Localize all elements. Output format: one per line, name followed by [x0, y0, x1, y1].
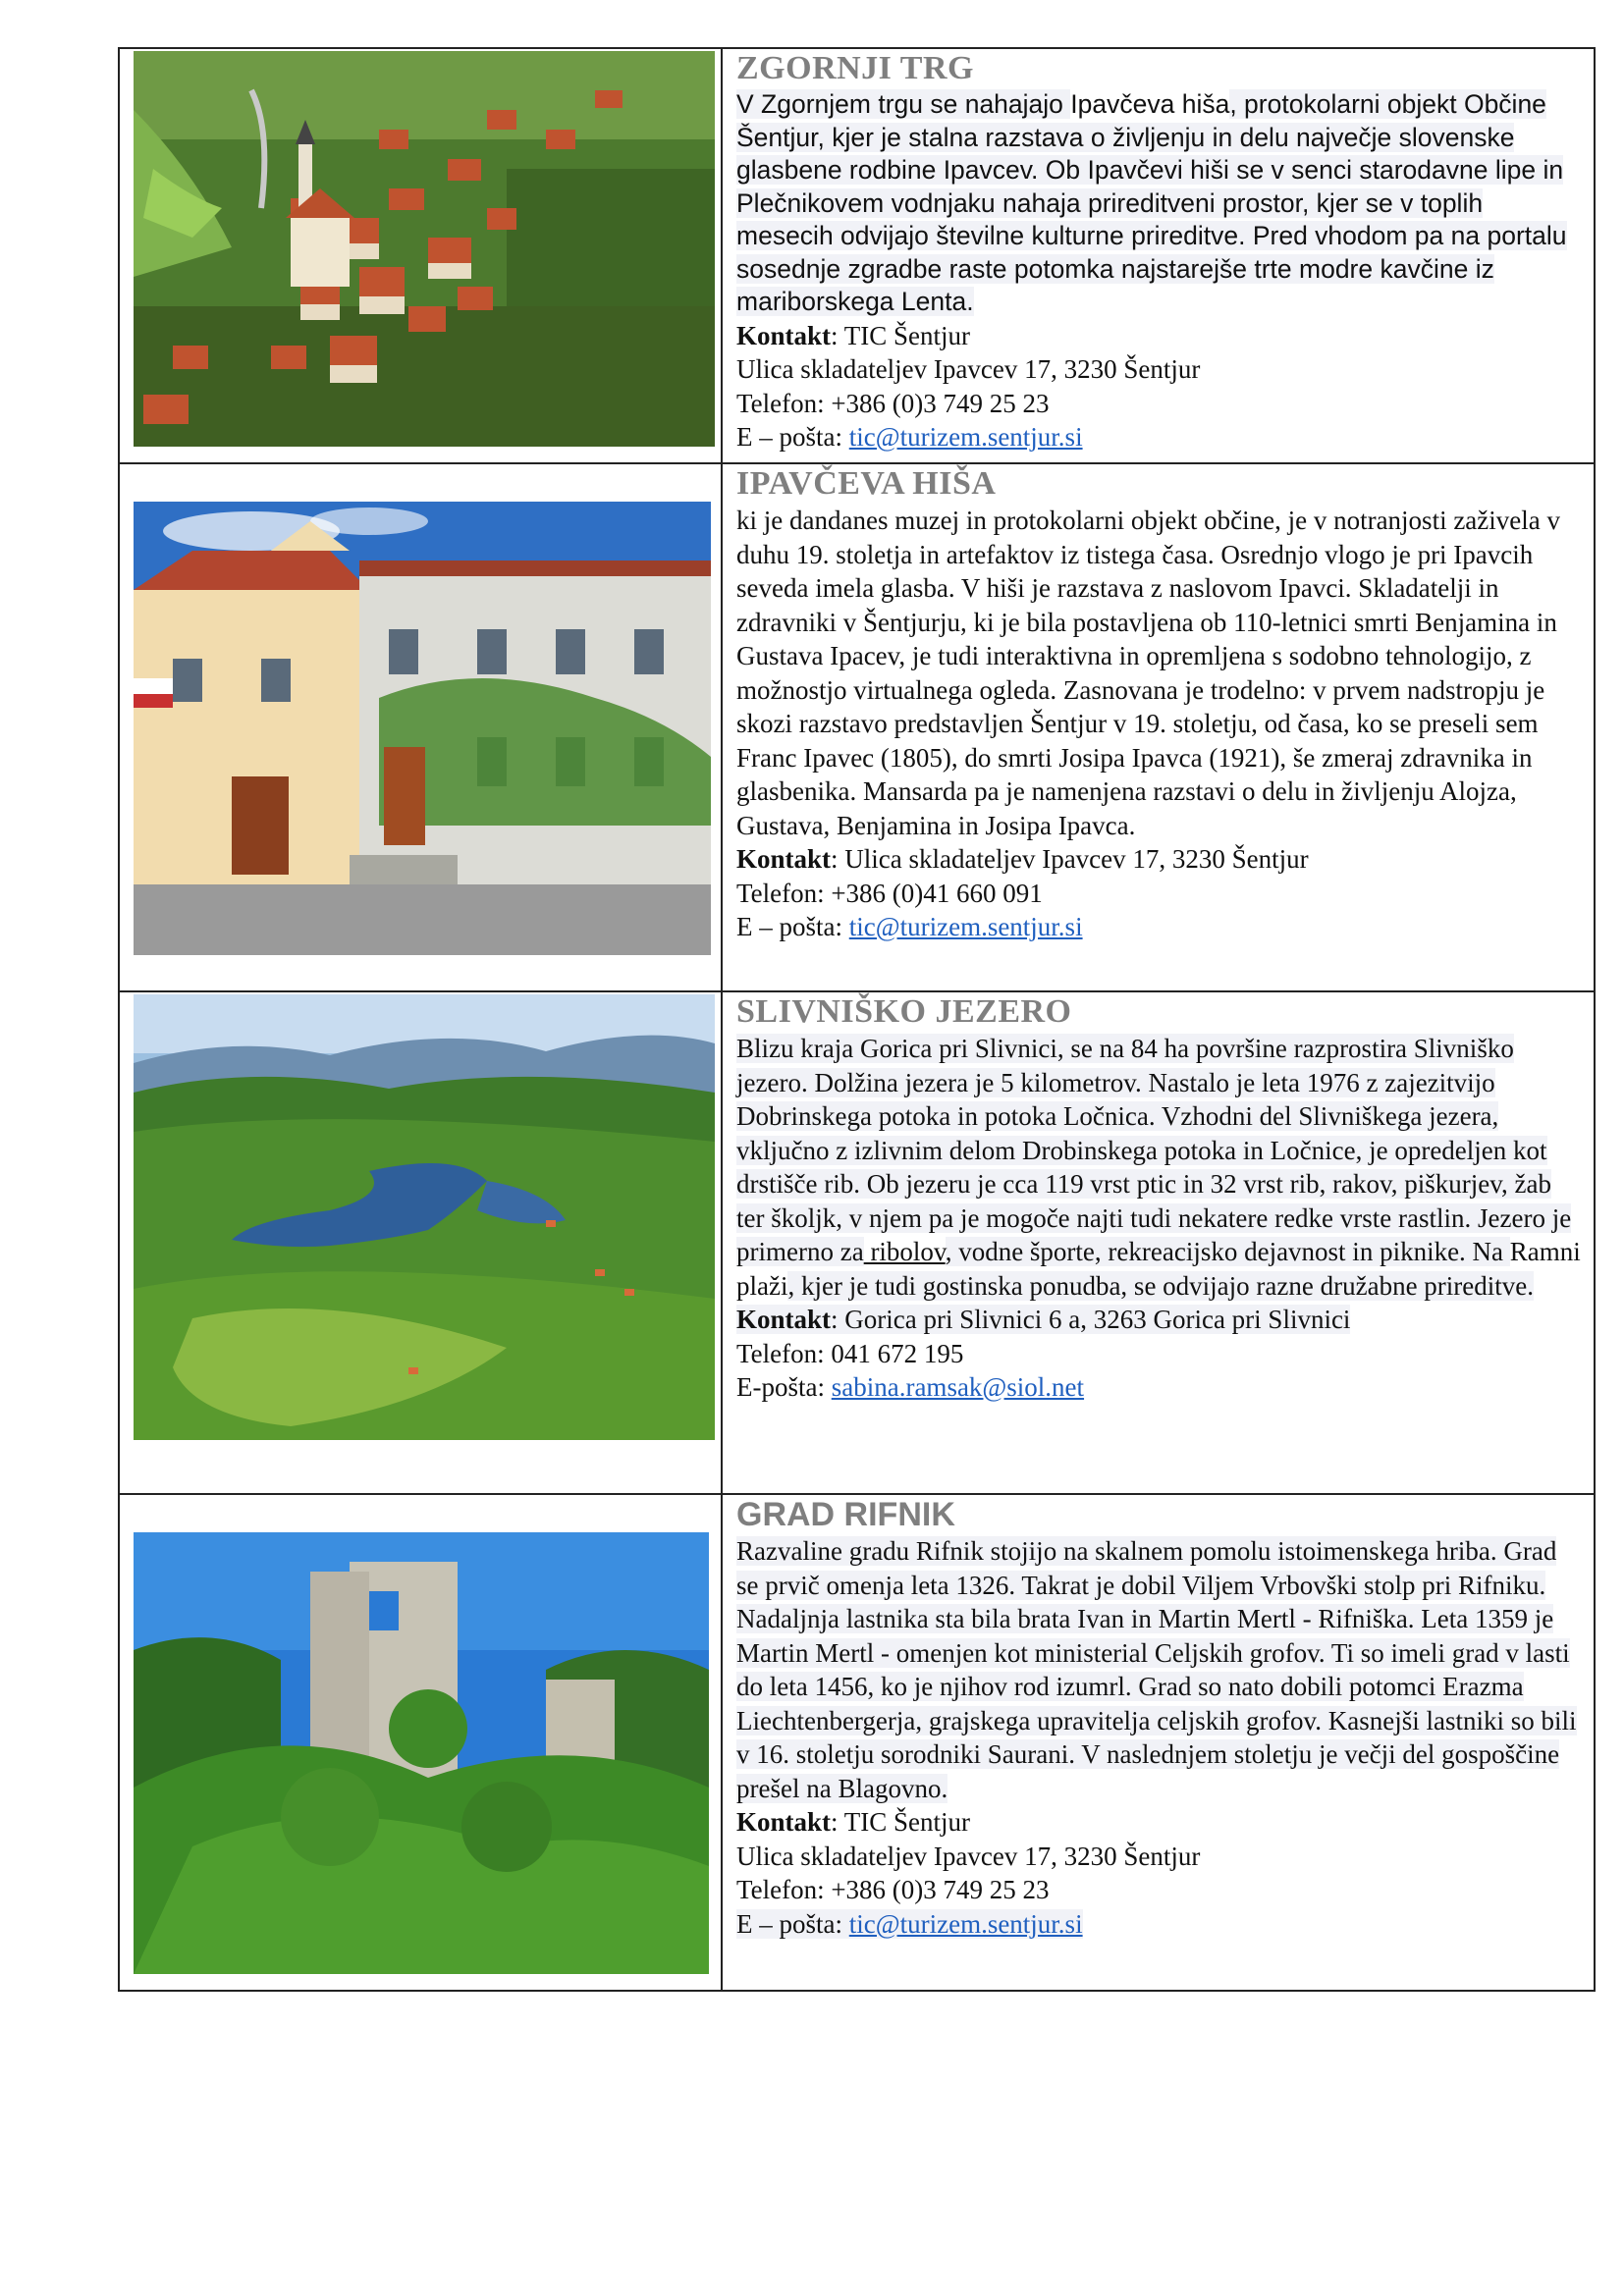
contact-label: Kontakt [736, 320, 832, 350]
table-row [119, 463, 1595, 991]
slivnisko-jezero-photo [134, 994, 715, 1440]
contact-line: Telefon: 041 672 195 [736, 1338, 964, 1368]
body-text: , protokolarni objekt Občine Šentjur, kjer je stalna razstava o življenju in delu največje slovenske glasbene rodbine Ipavcev. Ob Ipavčevi hiši se v senci starodavne lipe in Plečnikovem vodnjaku nahaja prireditveni prostor, kjer se v toplih mesecih odvijajo številne kulturne prireditve. Pred vhodom pa na portalu sosednje zgradbe raste potomka najstarejše trte modre kavčine iz mariborskega Lenta. [736, 89, 1567, 316]
text-cell [722, 991, 1595, 1494]
image-cell [119, 1494, 722, 1991]
ipavceva-hisa-mention: Ipavčeva hiša [1070, 89, 1230, 119]
text-cell [722, 1494, 1595, 1991]
body-text: , vodne športe, rekreacijsko dejavnost in piknike. Na [945, 1237, 1510, 1266]
contact-line: Telefon: +386 (0)3 749 25 23 [736, 388, 1050, 418]
email-prefix: E – pošta: [736, 422, 849, 452]
table-row [119, 48, 1595, 463]
contact-block [736, 842, 1584, 944]
email-link[interactable]: tic@turizem.sentjur.si [848, 422, 1083, 452]
grad-rifnik-photo [134, 1532, 709, 1974]
body-text: V Zgornjem trgu se nahajajo [736, 89, 1071, 119]
contact-line: Ulica skladateljev Ipavcev 17, 3230 Šentjur [736, 354, 1201, 384]
section-body: ki je dandanes muzej in protokolarni objekt občine, je v notranjosti zaživela v duhu 19. stoletja in artefaktov iz tistega časa. Osrednjo vlogo je pri Ipavcih seveda imela glasba. V hiši je razstava z naslovom Ipavci. Skladatelji in zdravniki v Šentjurju, ki je bila postavljena ob 110-letnici smrti Benjamina in Gustava Ipacev, je tudi interaktivna in opremljena s sodobno tehnologijo, z možnostjo virtualnega ogleda. Zasnovana je trodelno: v prvem nadstropju je skozi razstavo predstavljen Šentjur v 19. stoletju, od časa, ko se preseli sem Franc Ipavec (1805), do smrti Josipa Ipavca (1921), še zmeraj zdravnika in glasbenika. Mansarda pa je namenjena razstavi o delu in življenju Alojza, Gustava, Benjamina in Josipa Ipavca. [736, 506, 1560, 840]
contact-block [736, 1805, 1584, 1941]
section-body [736, 1534, 1584, 1805]
section-heading: ZGORNJI TRG [736, 50, 974, 86]
contact-line: : TIC Šentjur [831, 1807, 971, 1837]
contact-line: : Gorica pri Slivnici 6 a, 3263 Gorica pri Slivnici [831, 1305, 1351, 1334]
contact-line: Ulica skladateljev Ipavcev 17, 3230 Šentjur [736, 1841, 1201, 1871]
contact-block [736, 319, 1584, 454]
email-link[interactable]: tic@turizem.sentjur.si [848, 1908, 1083, 1939]
body-text: , kjer je tudi gostinska ponudba, se odvijajo razne družabne prireditve. [787, 1270, 1535, 1301]
image-cell [119, 463, 722, 991]
table-row [119, 1494, 1595, 1991]
ipavceva-hisa-photo [134, 502, 711, 955]
body-text: Razvaline gradu Rifnik stojijo na skalnem pomolu istoimenskega hriba. Grad se prvič omenja leta 1326. Takrat je dobil Viljem Vrbovški stolp pri Rifniku. Nadaljnja lastnika sta bila brata Ivan in Martin Mertl - Rifniška. Leta 1359 je Martin Mertl - omenjen kot ministerial Celjskih grofov. Ti so imeli grad v lasti do leta 1456, ko je njihov rod izumrl. Grad so nato dobili potomci Erazma Liechtenbergerja, grajskega upravitelja celjskih grofov. Kasnejši lastniki so bili v 16. stoletju sorodniki Saurani. V naslednjem stoletju je večji del gospoščine prešel na Blagovno. [736, 1536, 1577, 1803]
ramna-plaza-mention: Ramni plaži [736, 1237, 1581, 1301]
contact-label: Kontakt [736, 1305, 832, 1334]
contact-line: Telefon: +386 (0)3 749 25 23 [736, 1875, 1050, 1904]
section-body [736, 1032, 1584, 1303]
contact-label: Kontakt [736, 1807, 832, 1837]
text-cell [722, 48, 1595, 463]
text-cell [722, 463, 1595, 991]
contact-line: Telefon: +386 (0)41 660 091 [736, 878, 1043, 908]
ribolov-link[interactable]: ribolov [863, 1237, 946, 1266]
image-cell [119, 991, 722, 1494]
contact-label: Kontakt [736, 844, 832, 874]
section-heading: IPAVČEVA HIŠA [736, 465, 997, 502]
body-text: Blizu kraja Gorica pri Slivnici, se na 84 ha površine razprostira Slivniško jezero. Dolžina jezera je 5 kilometrov. Nastalo je leta 1976 z zajezitvijo Dobrinskega potoka in potoka Ločnica. Vzhodni del Slivniškega jezera, vključno z izlivnim delom Drobinskega potoka in Ločnice, je opredeljen kot drstišče rib. Ob jezeru je cca 119 vrst ptic in 32 vrst rib, rakov, piškurjev, žab ter školjk, v njem pa je mogoče najti tudi nekatere redke vrste rastlin. Jezero je primerno za [736, 1034, 1572, 1266]
section-body [736, 88, 1584, 319]
email-prefix: E-pošta: [736, 1372, 832, 1402]
email-link[interactable]: sabina.ramsak@siol.net [831, 1372, 1085, 1402]
section-heading: GRAD RIFNIK [736, 1496, 955, 1533]
attractions-table [118, 47, 1596, 1992]
table-row [119, 991, 1595, 1494]
image-cell [119, 48, 722, 463]
zgornji-trg-photo [134, 51, 715, 447]
email-prefix: E – pošta: [736, 912, 849, 941]
contact-block [736, 1303, 1584, 1405]
contact-line: : Ulica skladateljev Ipavcev 17, 3230 Šentjur [831, 844, 1309, 874]
email-prefix: E – pošta: [736, 1908, 849, 1939]
contact-line: : TIC Šentjur [831, 320, 971, 350]
email-link[interactable]: tic@turizem.sentjur.si [848, 912, 1083, 941]
section-heading: SLIVNIŠKO JEZERO [736, 993, 1072, 1030]
